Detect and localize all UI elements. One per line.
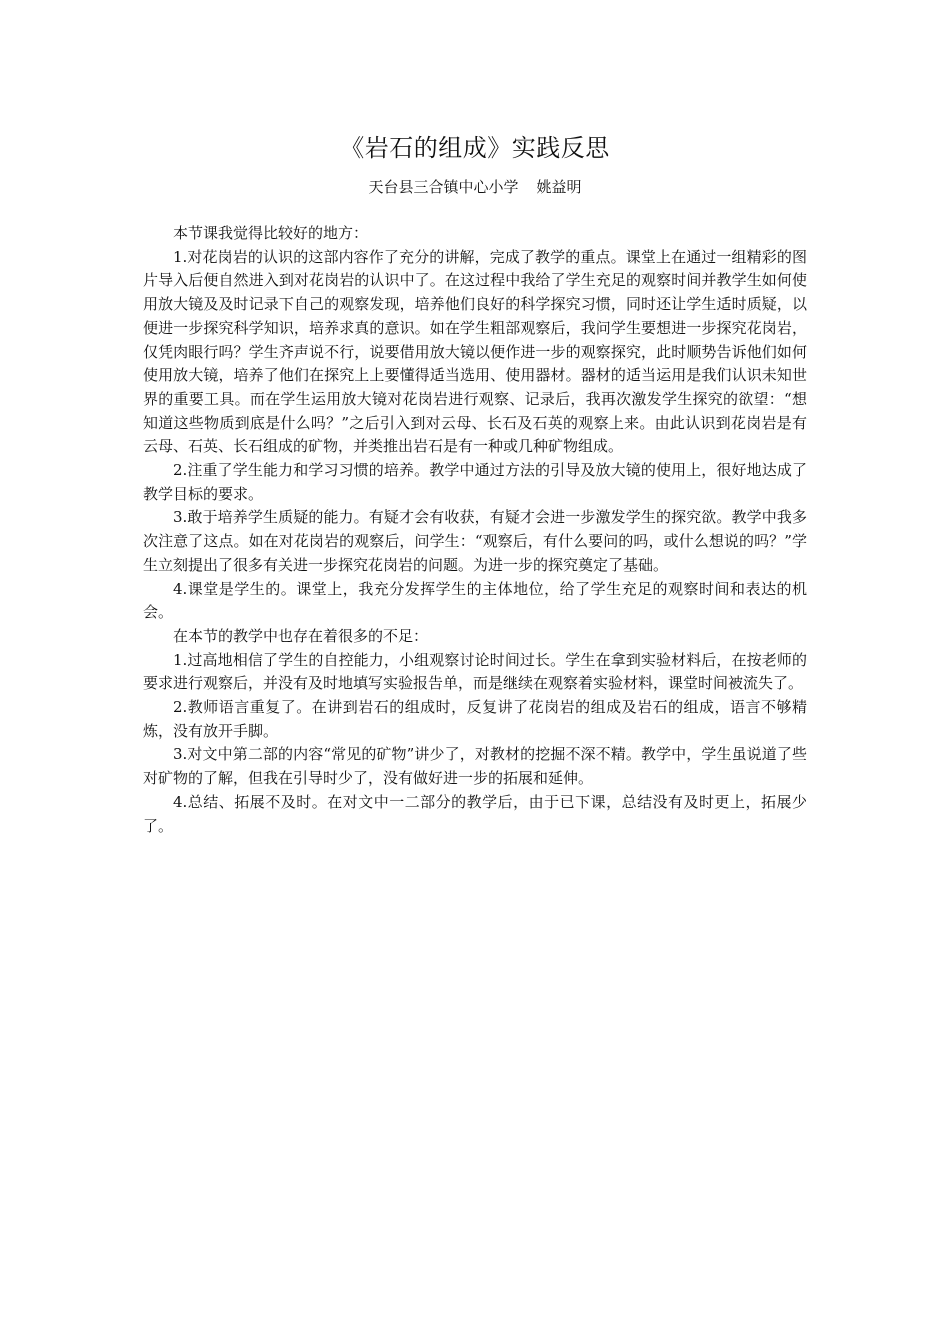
paragraph-strength-2: 2.注重了学生能力和学习习惯的培养。教学中通过方法的引导及放大镜的使用上，很好地达成了教学目标的要求。 bbox=[143, 461, 807, 503]
author-school: 天台县三合镇中心小学 bbox=[368, 178, 519, 196]
paragraph-intro-strengths: 本节课我觉得比较好的地方： bbox=[173, 224, 369, 242]
paragraph-strength-3: 3.敢于培养学生质疑的能力。有疑才会有收获，有疑才会进一步激发学生的探究欲。教学中我多次注意了这点。如在对花岗岩的观察后，问学生：“观察后，有什么要问的吗，或什么想说的吗？”学生立刻提出了很多有关进一步探究花岗岩的问题。为进一步的探究奠定了基础。 bbox=[143, 508, 807, 574]
author-line bbox=[0, 177, 950, 197]
paragraph-weakness-4: 4.总结、拓展不及时。在对文中一二部分的教学后，由于已下课，总结没有及时更上，拓展少了。 bbox=[143, 792, 807, 835]
author-name: 姚益明 bbox=[536, 178, 582, 196]
paragraph-intro-weaknesses: 在本节的教学中也存在着很多的不足： bbox=[173, 626, 429, 645]
document-title: 《岩石的组成》实践反思 bbox=[340, 134, 610, 162]
paragraph-weakness-1: 1.过高地相信了学生的自控能力，小组观察讨论时间过长。学生在拿到实验材料后，在按老师的要求进行观察后，并没有及时地填写实验报告单，而是继续在观察着实验材料，课堂时间被流失了。 bbox=[143, 650, 807, 693]
document-body bbox=[143, 222, 807, 838]
paragraph-strength-4: 4.课堂是学生的。课堂上，我充分发挥学生的主体地位，给了学生充足的观察时间和表达的机会。 bbox=[143, 579, 807, 622]
paragraph-strength-1: 1.对花岗岩的认识的这部内容作了充分的讲解，完成了教学的重点。课堂上在通过一组精彩的图片导入后便自然进入到对花岗岩的认识中了。在这过程中我给了学生充足的观察时间并教学生如何使用放大镜及及时记录下自己的观察发现，培养他们良好的科学探究习惯，同时还让学生适时质疑，以便进一步探究科学知识，培养求真的意识。如在学生粗部观察后，我问学生要想进一步探究花岗岩，仅凭肉眼行吗？学生齐声说不行，说要借用放大镜以便作进一步的观察探究，此时顺势告诉他们如何使用放大镜，培养了他们在探究上上要懂得适当选用、使用器材。器材的适当运用是我们认识未知世界的重要工具。而在学生运用放大镜对花岗岩进行观察、记录后，我再次激发学生探究的欲望：“想知道这些物质到底是什么吗？”之后引入到对云母、长石及石英的观察上来。由此认识到花岗岩是有云母、石英、长石组成的矿物，并类推出岩石是有一种或几种矿物组成。 bbox=[143, 247, 807, 456]
paragraph-weakness-2: 2.教师语言重复了。在讲到岩石的组成时，反复讲了花岗岩的组成及岩石的组成，语言不够精炼，没有放开手脚。 bbox=[143, 698, 807, 740]
paragraph-weakness-3: 3.对文中第二部的内容“常见的矿物”讲少了，对教材的挖掘不深不精。教学中，学生虽说道了些对矿物的了解，但我在引导时少了，没有做好进一步的拓展和延伸。 bbox=[143, 745, 807, 788]
